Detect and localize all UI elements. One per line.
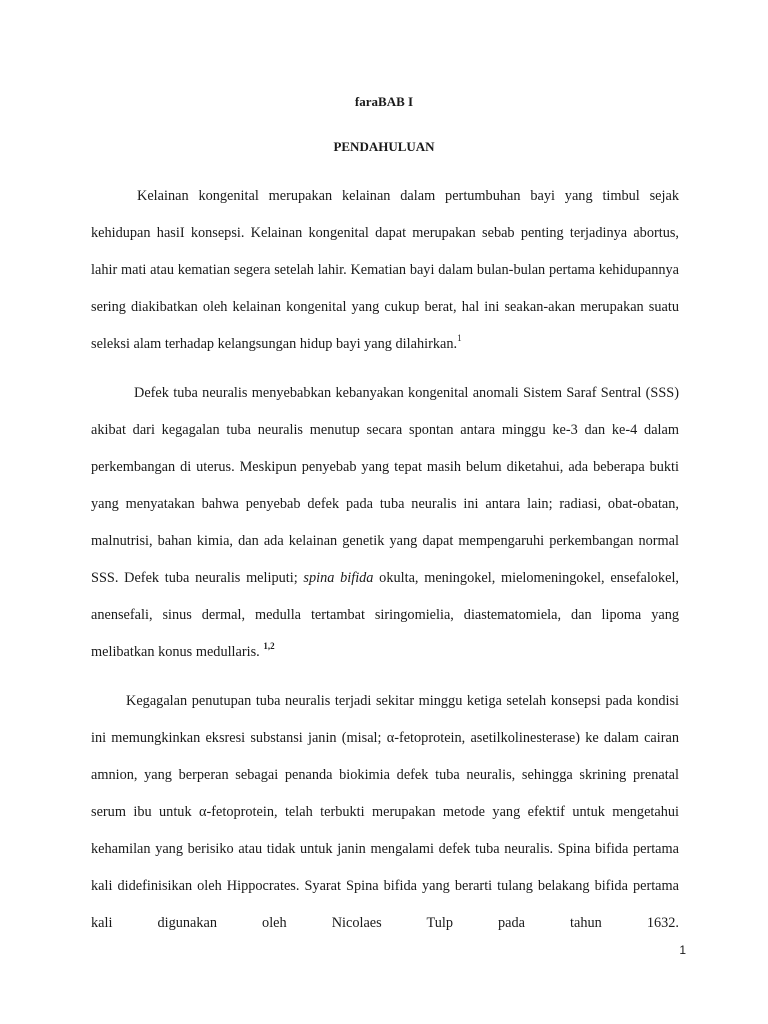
paragraph-1-text: Kelainan kongenital merupakan kelainan dalam pertumbuhan bayi yang timbul sejak kehidupan hasiI konsepsi. Kelainan kongenital dapat merupakan sebab penting terjadinya abortus, lahir mati atau kematian segera setelah lahir. Kematian bayi dalam bulan-bulan pertama kehidupannya sering diakibatkan oleh kelainan kongenital yang cukup berat, hal ini seakan-akan merupakan suatu seleksi alam terhadap kelangsungan hidup bayi yang dilahirkan. (91, 188, 679, 352)
paragraph-2-italic-term: spina bifida (303, 570, 374, 586)
chapter-title: faraBAB I (354, 94, 414, 109)
citation-1: 1 (457, 333, 462, 344)
section-title: PENDAHULUAN (333, 139, 435, 154)
body-text (91, 178, 679, 942)
paragraph-3-text: Kegagalan penutupan tuba neuralis terjadi sekitar minggu ketiga setelah konsepsi pada kondisi ini memungkinkan eksresi substansi janin (misal; α-fetoprotein, asetilkolinesterase) ke dalam cairan amnion, yang berperan sebagai penanda biokimia defek tuba neuralis, sehingga skrining prenatal serum ibu untuk α-fetoprotein, telah terbukti merupakan metode yang efektif untuk mengetahui kehamilan yang berisiko atau tidak untuk janin mengalami defek tuba neuralis. Spina bifida pertama kali didefinisikan oleh Hippocrates. Syarat Spina bifida yang berarti tulang belakang bifida pertama kali digunakan oleh Nicolaes Tulp pada tahun 1632. (91, 693, 679, 931)
paragraph-3 (91, 683, 679, 942)
citation-2: 1,2 (263, 641, 275, 652)
paragraph-2-text-b: okulta, meningokel, mielomeningokel, ensefalokel, anensefali, sinus dermal, medulla tertambat siringomielia, diastematomiela, dan lipoma yang melibatkan konus medullaris. (91, 570, 679, 660)
paragraph-1 (91, 178, 679, 363)
paragraph-2-text-a: Defek tuba neuralis menyebabkan kebanyakan kongenital anomali Sistem Saraf Sentral (SSS) akibat dari kegagalan tuba neuralis menutup secara spontan antara minggu ke-3 dan ke-4 dalam perkembangan di uterus. Meskipun penyebab yang tepat masih belum diketahui, ada beberapa bukti yang menyatakan bahwa penyebab defek pada tuba neuralis ini antara lain; radiasi, obat-obatan, malnutrisi, bahan kimia, dan ada kelainan genetik yang dapat mempengaruhi perkembangan normal SSS. Defek tuba neuralis meliputi; (91, 385, 679, 586)
page-number: 1 (679, 943, 686, 957)
paragraph-2 (91, 375, 679, 671)
